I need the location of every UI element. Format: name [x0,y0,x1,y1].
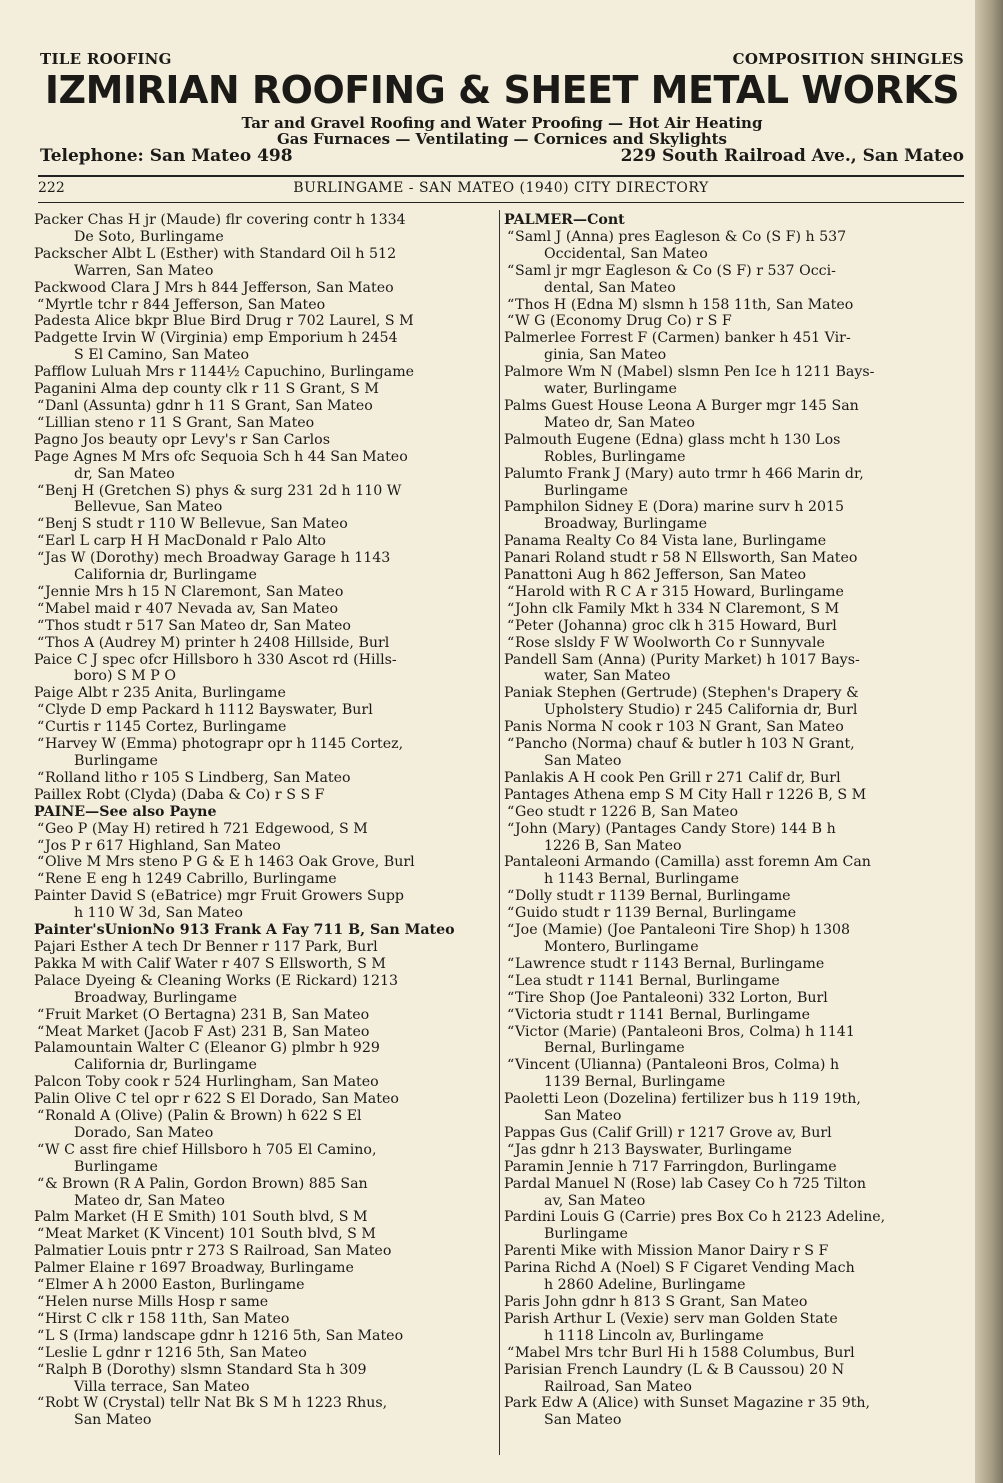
entry-continuation-line: California dr, Burlingame [74,1057,257,1074]
directory-entry [504,584,956,601]
directory-entry [504,263,956,297]
entry-continuation-line: Montero, Burlingame [544,938,699,955]
section-heading [34,804,494,821]
directory-entry [34,635,494,652]
directory-entry [504,1294,956,1311]
ad-telephone: Telephone: San Mateo 498 [40,146,293,166]
entry-line: Panama Realty Co 84 Vista lane, Burlingame [504,533,827,550]
entry-line: Panlakis A H cook Pen Grill r 271 Calif dr, Burl [504,769,841,786]
directory-entry [34,398,494,415]
directory-entry [34,1108,494,1142]
entry-line: “ Thos H (Edna M) slsmn h 158 11th, San Mateo [504,297,956,314]
entry-continuation-line: Robles, Burlingame [544,448,686,465]
directory-entry [504,685,956,719]
directory-entry [504,1260,956,1294]
entry-line: “ Thos A (Audrey M) printer h 2408 Hillside, Burl [34,635,494,652]
directory-entry [504,1159,956,1176]
entry-line: “ & Brown (R A Palin, Gordon Brown) 885 San [34,1176,494,1193]
directory-entry [504,888,956,905]
entry-line: Palmatier Louis pntr r 273 S Railroad, San Mateo [34,1243,392,1260]
entry-line: “ Guido studt r 1139 Bernal, Burlingame [504,905,956,922]
directory-entry [34,973,494,1007]
directory-entry [34,1142,494,1176]
directory-entry [34,246,494,280]
entry-line: Packwood Clara J Mrs h 844 Jefferson, San Mateo [34,279,394,296]
entry-continuation-line: dr, San Mateo [74,465,175,482]
directory-entry [504,635,956,652]
entry-continuation-line: San Mateo [544,1412,622,1429]
entry-line: “ Thos studt r 517 San Mateo dr, San Mateo [34,618,494,635]
entry-line: “ Geo studt r 1226 B, San Mateo [504,804,956,821]
directory-entry [504,364,956,398]
entry-line: Palumto Frank J (Mary) auto trmr h 466 Marin dr, [504,465,864,482]
directory-entry [504,550,956,567]
directory-entry [34,1395,494,1429]
directory-entry [504,990,956,1007]
directory-entry [504,432,956,466]
directory-entry [504,1057,956,1091]
directory-entry [504,922,956,956]
entry-line: Pantages Athena emp S M City Hall r 1226 B, S M [504,786,867,803]
directory-entry [34,719,494,736]
directory-entry [504,821,956,855]
entry-line: “ Jos P r 617 Highland, San Mateo [34,838,494,855]
entry-line: PALMER—Cont [504,212,625,228]
ad-left-label: TILE ROOFING [40,50,172,68]
left-column [34,212,494,1429]
entry-line: “ Earl L carp H H MacDonald r Palo Alto [34,533,494,550]
directory-entry [504,1395,956,1429]
directory-entry [504,1142,956,1159]
entry-continuation-line: S El Camino, San Mateo [74,347,250,364]
directory-entry [504,719,956,736]
entry-continuation-line: dental, San Mateo [544,279,676,296]
entry-line: Painter'sUnionNo 913 Frank A Fay 711 B, San Mateo [34,922,455,939]
entry-line: “ Benj H (Gretchen S) phys & surg 231 2d h 110 W [34,483,494,500]
entry-line: Pagno Jos beauty opr Levy's r San Carlos [34,431,330,448]
entry-continuation-line: Villa terrace, San Mateo [74,1378,250,1395]
entry-line: Paramin Jennie h 717 Farringdon, Burlingame [504,1158,837,1175]
entry-continuation-line: De Soto, Burlingame [74,228,224,245]
directory-entry [34,854,494,871]
directory-entry [504,956,956,973]
directory-entry [34,1328,494,1345]
entry-line: Page Agnes M Mrs ofc Sequoia Sch h 44 San Mateo [34,448,408,465]
entry-line: “ W C asst fire chief Hillsboro h 705 El Camino, [34,1142,494,1159]
directory-entry [504,1243,956,1260]
entry-continuation-line: Dorado, San Mateo [74,1124,214,1141]
directory-entry [34,1209,494,1226]
entry-line: Palamountain Walter C (Eleanor G) plmbr h 929 [34,1040,380,1057]
entry-line: “ Geo P (May H) retired h 721 Edgewood, S M [34,821,494,838]
entry-line: “ Joe (Mamie) (Joe Pantaleoni Tire Shop) h 1308 [504,922,956,939]
entry-line: “ Harvey W (Emma) photograpr opr h 1145 Cortez, [34,736,494,753]
entry-line: “ Benj S studt r 110 W Bellevue, San Mateo [34,516,494,533]
entry-continuation-line: Bellevue, San Mateo [74,499,223,516]
entry-continuation-line: Burlingame [544,482,628,499]
directory-entry [34,1040,494,1074]
directory-entry [34,280,494,297]
entry-line: “ Rose slsldy F W Woolworth Co r Sunnyvale [504,635,956,652]
entry-line: Painter David S (eBatrice) mgr Fruit Growers Supp [34,888,404,905]
entry-line: Paige Albt r 235 Anita, Burlingame [34,685,286,702]
directory-entry [504,854,956,888]
directory-entry [504,787,956,804]
entry-line: Pamphilon Sidney E (Dora) marine surv h 2015 [504,499,845,516]
entry-line: Padgette Irvin W (Virginia) emp Emporium h 2454 [34,330,398,347]
entry-line: “ Saml J (Anna) pres Eagleson & Co (S F) h 537 [504,229,956,246]
entry-line: Palmouth Eugene (Edna) glass mcht h 130 Los [504,431,841,448]
entry-continuation-line: Occidental, San Mateo [544,245,708,262]
entry-line: Paice C J spec ofcr Hillsboro h 330 Ascot rd (Hills- [34,651,397,668]
entry-continuation-line: av, San Mateo [544,1192,646,1209]
entry-line: “ Lawrence studt r 1143 Bernal, Burlingame [504,956,956,973]
directory-entry [504,973,956,990]
entry-continuation-line: water, San Mateo [544,668,671,685]
book-spine-edge [975,0,1003,1483]
entry-line: “ Curtis r 1145 Cortez, Burlingame [34,719,494,736]
entry-line: PAINE—See also Payne [34,803,217,820]
entry-line: Pardal Manuel N (Rose) lab Casey Co h 725 Tilton [504,1175,867,1192]
entry-line: Pantaleoni Armando (Camilla) asst foremn Am Can [504,854,871,871]
ad-services-line-2: Gas Furnaces — Ventilating — Cornices and Skylights [276,130,728,148]
entry-line: Panari Roland studt r 58 N Ellsworth, San Mateo [504,550,858,567]
entry-line: “ Rene E eng h 1249 Cabrillo, Burlingame [34,871,494,888]
directory-entry [504,1176,956,1210]
directory-entry [34,1024,494,1041]
entry-continuation-line: Burlingame [544,1226,628,1243]
entry-line: “ Peter (Johanna) groc clk h 315 Howard, Burl [504,618,956,635]
directory-entry [504,229,956,263]
directory-entry [34,313,494,330]
directory-entry [34,364,494,381]
entry-line: “ Saml jr mgr Eagleson & Co (S F) r 537 Occi- [504,263,956,280]
directory-entry [504,533,956,550]
entry-continuation-line: h 1143 Bernal, Burlingame [544,871,739,888]
entry-line: “ Harold with R C A r 315 Howard, Burlingame [504,584,956,601]
section-heading [34,922,494,939]
directory-entry [504,618,956,635]
entry-continuation-line: San Mateo [544,753,622,769]
directory-entry [504,330,956,364]
directory-entry [504,1007,956,1024]
directory-entry [34,550,494,584]
entry-line: Parenti Mike with Mission Manor Dairy r S F [504,1243,829,1260]
directory-entry [34,1091,494,1108]
entry-line: Palcon Toby cook r 524 Hurlingham, San Mateo [34,1074,379,1091]
entry-line: “ Clyde D emp Packard h 1112 Bayswater, Burl [34,702,494,719]
entry-line: Pajari Esther A tech Dr Benner r 117 Park, Burl [34,938,378,955]
entry-line: Palms Guest House Leona A Burger mgr 145 San [504,397,859,414]
right-column [504,212,956,1429]
ad-address: 229 South Railroad Ave., San Mateo [620,146,964,166]
directory-entry [504,804,956,821]
directory-entry [34,415,494,432]
directory-entry [34,685,494,702]
directory-entry [34,449,494,483]
entry-continuation-line: California dr, Burlingame [74,567,257,584]
entry-continuation-line: Broadway, Burlingame [74,989,237,1006]
entry-line: Palace Dyeing & Cleaning Works (E Rickard) 1213 [34,972,399,989]
directory-entry [34,821,494,838]
entry-continuation-line: Burlingame [74,753,158,769]
entry-line: Parisian French Laundry (L & B Caussou) 20 N [504,1361,845,1378]
entry-line: “ John clk Family Mkt h 334 N Claremont, S M [504,601,956,618]
entry-line: Panattoni Aug h 862 Jefferson, San Mateo [504,567,807,584]
directory-entry [34,1294,494,1311]
entry-line: “ W G (Economy Drug Co) r S F [504,313,956,330]
directory-entry [504,1125,956,1142]
entry-line: “ Ralph B (Dorothy) slsmn Standard Sta h 309 [34,1362,494,1379]
entry-line: Palmore Wm N (Mabel) slsmn Pen Ice h 1211 Bays- [504,364,875,381]
directory-entry [504,1362,956,1396]
directory-entry [34,1311,494,1328]
directory-entry [34,1362,494,1396]
directory-entry [34,1243,494,1260]
entry-line: Paillex Robt (Clyda) (Daba & Co) r S S F [34,786,325,803]
entry-continuation-line: h 2860 Adeline, Burlingame [544,1277,746,1294]
entry-line: “ L S (Irma) landscape gdnr h 1216 5th, San Mateo [34,1328,494,1345]
directory-entry [34,1176,494,1210]
ad-services-line-1: Tar and Gravel Roofing and Water Proofing — Hot Air Heating [241,114,763,132]
entry-line: “ Mabel Mrs tchr Burl Hi h 1588 Columbus, Burl [504,1345,956,1362]
entry-line: “ Rolland litho r 105 S Lindberg, San Mateo [34,770,494,787]
directory-entry [504,499,956,533]
directory-entry [34,432,494,449]
directory-entry [34,770,494,787]
directory-entry [34,516,494,533]
entry-continuation-line: Bernal, Burlingame [544,1040,685,1057]
entry-line: “ Meat Market (Jacob F Ast) 231 B, San Mateo [34,1024,494,1041]
ad-company-name: IZMIRIAN ROOFING & SHEET METAL WORKS [44,68,960,112]
directory-entry [34,1260,494,1277]
directory-entry [504,1091,956,1125]
entry-line: Pappas Gus (Calif Grill) r 1217 Grove av, Burl [504,1124,832,1141]
entry-line: “ Danl (Assunta) gdnr h 11 S Grant, San Mateo [34,398,494,415]
directory-entry [34,381,494,398]
entry-continuation-line: 1139 Bernal, Burlingame [544,1074,726,1091]
entry-continuation-line: water, Burlingame [544,381,677,398]
directory-entry [34,618,494,635]
entry-line: Paoletti Leon (Dozelina) fertilizer bus h 119 19th, [504,1091,861,1108]
advertisement-banner [40,50,964,170]
entry-line: “ Dolly studt r 1139 Bernal, Burlingame [504,888,956,905]
directory-entry [34,888,494,922]
entry-line: Parina Richd A (Noel) S F Cigaret Vending Mach [504,1260,855,1277]
entry-line: “ Myrtle tchr r 844 Jefferson, San Mateo [34,297,494,314]
directory-entry [34,1226,494,1243]
entry-line: “ Lea studt r 1141 Bernal, Burlingame [504,973,956,990]
entry-continuation-line: Burlingame [74,1158,158,1175]
directory-entry [504,770,956,787]
running-head: BURLINGAME - SAN MATEO (1940) CITY DIRECTORY [293,180,709,196]
directory-entry [34,533,494,550]
directory-entry [34,838,494,855]
entry-line: “ Robt W (Crystal) tellr Nat Bk S M h 1223 Rhus, [34,1395,494,1412]
entry-line: Pandell Sam (Anna) (Purity Market) h 1017 Bays- [504,651,860,668]
entry-line: “ Vincent (Ulianna) (Pantaleoni Bros, Colma) h [504,1057,956,1074]
entry-continuation-line: San Mateo [74,1412,152,1429]
entry-line: “ Olive M Mrs steno P G & E h 1463 Oak Grove, Burl [34,854,494,871]
directory-entry [504,567,956,584]
directory-entry [504,652,956,686]
entry-continuation-line: San Mateo [544,1108,622,1125]
entry-continuation-line: h 1118 Lincoln av, Burlingame [544,1327,764,1344]
entry-line: “ Victoria studt r 1141 Bernal, Burlingame [504,1007,956,1024]
directory-entry [34,212,494,246]
entry-line: “ Leslie L gdnr r 1216 5th, San Mateo [34,1345,494,1362]
entry-line: “ Elmer A h 2000 Easton, Burlingame [34,1277,494,1294]
entry-line: “ Jas gdnr h 213 Bayswater, Burlingame [504,1142,956,1159]
entry-line: “ Mabel maid r 407 Nevada av, San Mateo [34,601,494,618]
entry-continuation-line: Warren, San Mateo [74,262,214,279]
directory-entry [34,1277,494,1294]
entry-line: “ Ronald A (Olive) (Palin & Brown) h 622 S El [34,1108,494,1125]
entry-line: “ John (Mary) (Pantages Candy Store) 144 B h [504,821,956,838]
directory-entry [504,297,956,314]
directory-entry [34,787,494,804]
directory-entry [504,1024,956,1058]
directory-entry [504,398,956,432]
directory-entry [34,736,494,770]
column-divider [499,210,500,1455]
directory-entry [504,466,956,500]
directory-entry [34,483,494,517]
entry-line: Packscher Albt L (Esther) with Standard Oil h 512 [34,245,397,262]
page-header [38,180,964,200]
entry-line: Palm Market (H E Smith) 101 South blvd, S M [34,1209,368,1226]
entry-continuation-line: Broadway, Burlingame [544,516,707,533]
entry-line: Palmer Elaine r 1697 Broadway, Burlingame [34,1260,354,1277]
directory-entry [34,939,494,956]
directory-entry [504,1311,956,1345]
directory-entry [34,601,494,618]
page-number: 222 [38,180,65,196]
directory-entry [504,601,956,618]
entry-line: Pardini Louis G (Carrie) pres Box Co h 2123 Adeline, [504,1209,886,1226]
directory-entry [34,584,494,601]
entry-line: “ Jas W (Dorothy) mech Broadway Garage h 1143 [34,550,494,567]
entry-line: “ Pancho (Norma) chauf & butler h 103 N Grant, [504,736,956,753]
entry-continuation-line: Upholstery Studio) r 245 California dr, Burl [544,702,858,719]
entry-line: Palin Olive C tel opr r 622 S El Dorado, San Mateo [34,1091,399,1108]
directory-entry [504,905,956,922]
header-rule [38,175,964,177]
directory-entry [34,1007,494,1024]
directory-entry [34,297,494,314]
entry-line: Parish Arthur L (Vexie) serv man Golden State [504,1310,838,1327]
entry-line: Paganini Alma dep county clk r 11 S Grant, S M [34,381,379,398]
directory-entry [34,702,494,719]
directory-entry [504,1209,956,1243]
ad-right-label: COMPOSITION SHINGLES [732,50,964,68]
directory-entry [34,871,494,888]
entry-continuation-line: ginia, San Mateo [544,347,667,364]
entry-continuation-line: h 110 W 3d, San Mateo [74,905,243,922]
entry-line: “ Lillian steno r 11 S Grant, San Mateo [34,415,494,432]
directory-entry [34,1345,494,1362]
entry-continuation-line: Mateo dr, San Mateo [74,1192,225,1209]
entry-line: Pakka M with Calif Water r 407 S Ellsworth, S M [34,955,386,972]
directory-entry [504,313,956,330]
directory-entry [34,652,494,686]
entry-line: “ Victor (Marie) (Pantaleoni Bros, Colma) h 1141 [504,1024,956,1041]
entry-line: “ Hirst C clk r 158 11th, San Mateo [34,1311,494,1328]
section-heading [504,212,956,229]
entry-line: “ Helen nurse Mills Hosp r same [34,1294,494,1311]
entry-continuation-line: Railroad, San Mateo [544,1378,692,1395]
entry-line: Panis Norma N cook r 103 N Grant, San Mateo [504,719,844,736]
header-underline [38,202,964,203]
entry-line: “ Jennie Mrs h 15 N Claremont, San Mateo [34,584,494,601]
entry-line: Paniak Stephen (Gertrude) (Stephen's Drapery & [504,685,859,702]
entry-line: “ Fruit Market (O Bertagna) 231 B, San Mateo [34,1007,494,1024]
entry-line: Packer Chas H jr (Maude) flr covering contr h 1334 [34,212,406,228]
directory-entry [34,956,494,973]
entry-line: Palmerlee Forrest F (Carmen) banker h 451 Vir- [504,330,851,347]
directory-entry [34,330,494,364]
entry-continuation-line: Mateo dr, San Mateo [544,414,695,431]
directory-entry [504,1345,956,1362]
entry-continuation-line: boro) S M P O [74,668,176,685]
directory-entry [34,1074,494,1091]
directory-entry [504,736,956,770]
entry-line: “ Meat Market (K Vincent) 101 South blvd, S M [34,1226,494,1243]
entry-line: Park Edw A (Alice) with Sunset Magazine r 35 9th, [504,1395,871,1412]
entry-line: Pafflow Luluah Mrs r 1144½ Capuchino, Burlingame [34,364,415,381]
entry-line: “ Tire Shop (Joe Pantaleoni) 332 Lorton, Burl [504,990,956,1007]
entry-line: Paris John gdnr h 813 S Grant, San Mateo [504,1294,808,1310]
entry-continuation-line: 1226 B, San Mateo [544,837,682,854]
entry-line: Padesta Alice bkpr Blue Bird Drug r 702 Laurel, S M [34,313,414,330]
